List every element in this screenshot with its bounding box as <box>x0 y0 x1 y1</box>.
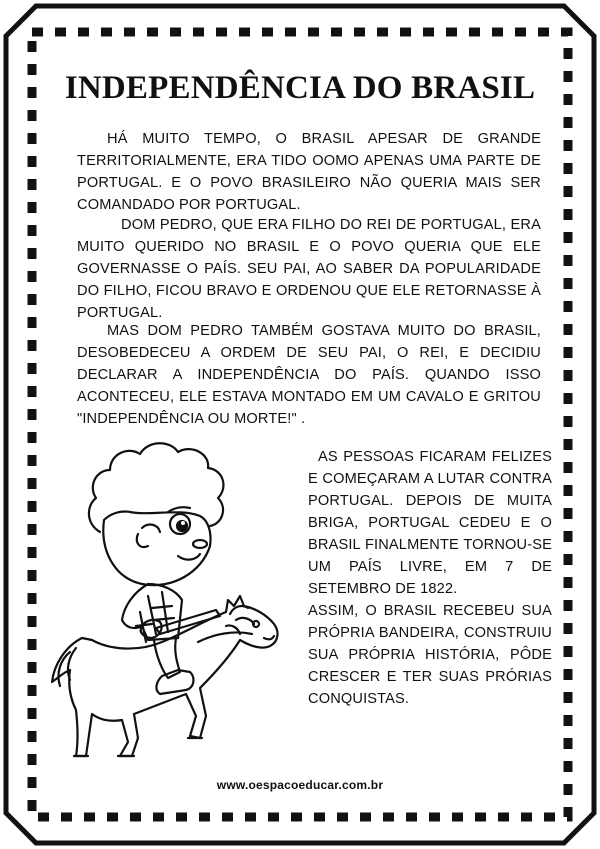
paragraph-3: MAS DOM PEDRO TAMBÉM GOSTAVA MUITO DO BRASIL, DESOBEDECEU A ORDEM DE SEU PAI, O REI, E DECIDIU DECLARAR A INDEPENDÊNCIA DO PAÍS. QUANDO ISSO ACONTECEU, ELE ESTAVA MONTADO EM UM CAVALO E GRITOU "INDEPENDÊNCIA OU MORTE!" . <box>77 323 541 427</box>
paragraph-2: DOM PEDRO, QUE ERA FILHO DO REI DE PORTUGAL, ERA MUITO QUERIDO NO BRASIL E O POVO QUERIA QUE ELE GOVERNASSE O PAÍS. SEU PAI, AO SABER DA POPULARIDADE DO FILHO, FICOU BRAVO E ORDENOU QUE ELE RETORNASSE À PORTUGAL. <box>77 217 541 321</box>
website-footer: www.oespacoeducar.com.br <box>216 778 384 792</box>
paragraph-1: HÁ MUITO TEMPO, O BRASIL APESAR DE GRANDE TERRITORIALMENTE, ERA TIDO OOMO APENAS UMA PARTE DE PORTUGAL. E O POVO BRASILEIRO NÃO QUERIA MAIS SER COMANDADO POR PORTUGAL. <box>77 131 541 213</box>
side-paragraph-2: ASSIM, O BRASIL RECEBEU SUA PRÓPRIA BANDEIRA, CONSTRUIU SUA PRÓPRIA HISTÓRIA, PÔDE CRESCER E TER SUAS PRÓRIAS CONQUISTAS. <box>308 603 552 707</box>
side-paragraph-1: AS PESSOAS FICARAM FELIZES E COMEÇARAM A LUTAR CONTRA PORTUGAL. DEPOIS DE MUITA BRIGA, PORTUGAL CEDEU E O BRASIL FINALMENTE TORNOU-SE UM PAÍS LIVRE, EM 7 DE SETEMBRO DE 1822. <box>308 449 552 597</box>
dom-pedro-horse-illustration <box>30 420 300 765</box>
page-title: INDEPENDÊNCIA DO BRASIL <box>64 70 536 106</box>
face-outline <box>103 511 210 585</box>
